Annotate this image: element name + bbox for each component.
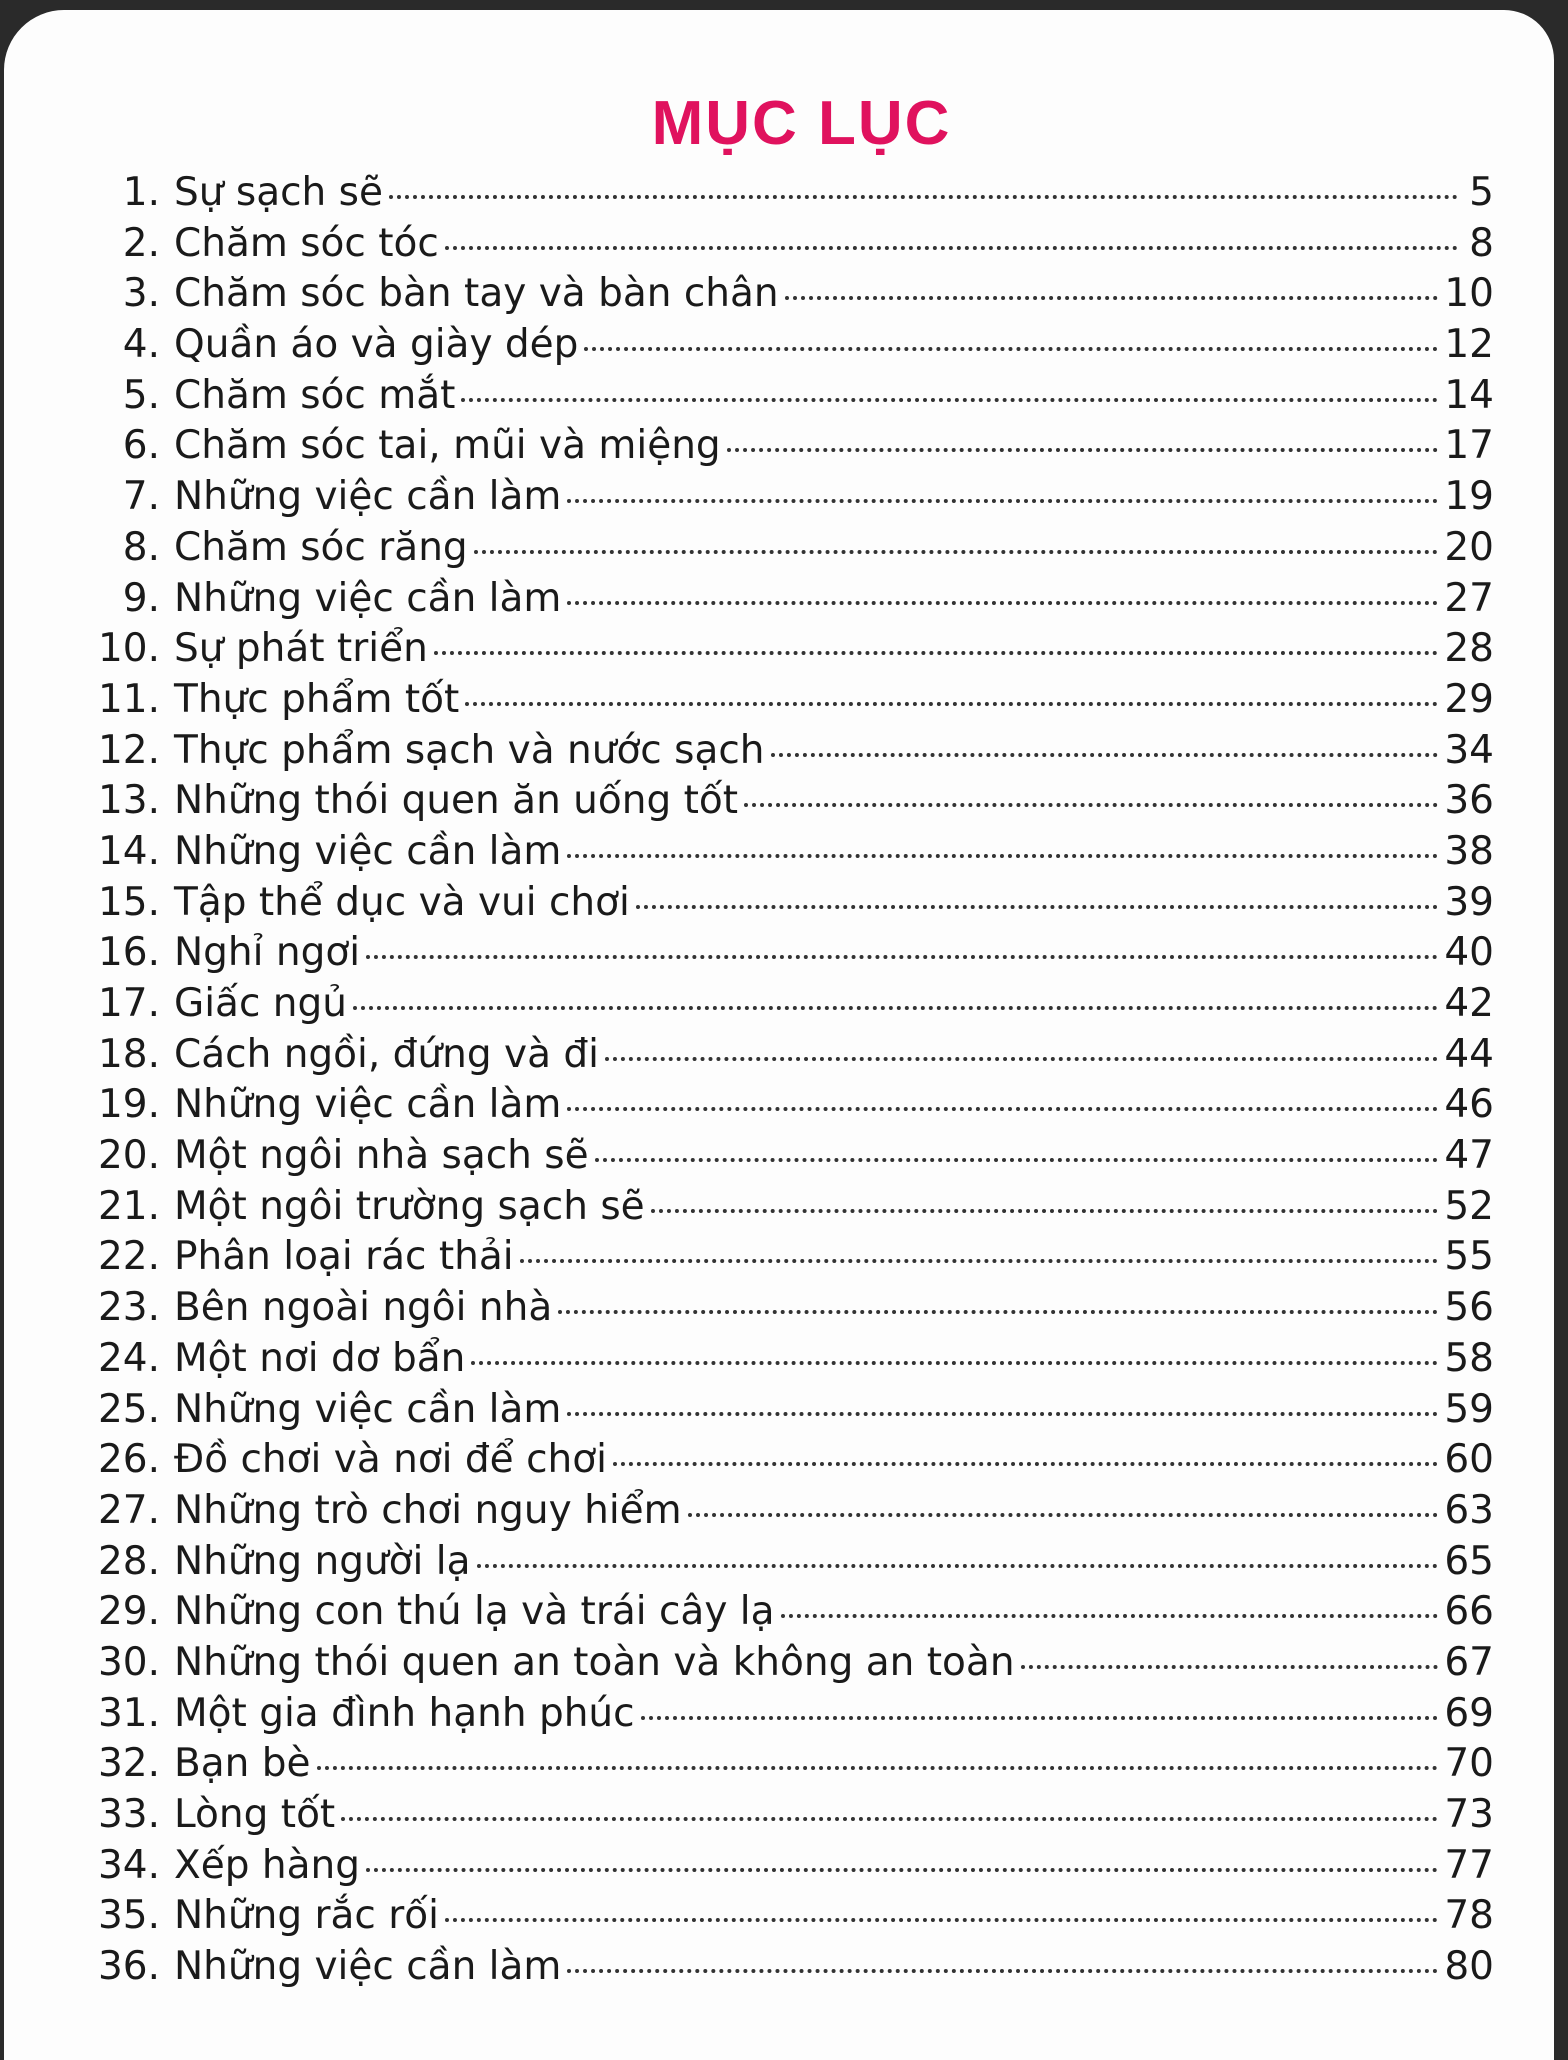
entry-title: Giấc ngủ [174, 981, 347, 1026]
entry-page: 36 [1444, 778, 1494, 824]
dot-leader [461, 398, 1438, 402]
toc-entry [94, 1133, 1494, 1184]
entry-title: Những việc cần làm [174, 1386, 562, 1432]
entry-number: 8. [122, 524, 160, 570]
entry-title: Thực phẩm tốt [174, 676, 460, 722]
entry-title: Những việc cần làm [174, 575, 562, 621]
entry-number: 4. [122, 322, 160, 368]
entry-page: 46 [1444, 1082, 1494, 1128]
dot-leader [465, 702, 1438, 706]
entry-title: Những rắc rối [174, 1893, 439, 1939]
entry-page: 78 [1444, 1893, 1494, 1939]
dot-leader [366, 1868, 1438, 1872]
entry-title: Bạn bè [174, 1741, 311, 1787]
entry-page: 10 [1444, 271, 1494, 317]
entry-title: Sự phát triển [174, 626, 428, 672]
entry-page: 17 [1444, 423, 1494, 469]
toc-entry [94, 677, 1494, 728]
toc-entry [94, 423, 1494, 474]
entry-number: 27. [97, 1487, 160, 1533]
toc-entry [94, 322, 1494, 373]
entry-number: 9. [122, 575, 160, 621]
entry-title: Những thói quen ăn uống tốt [174, 778, 739, 824]
dot-leader [567, 499, 1438, 503]
entry-title: Một nơi dơ bẩn [174, 1335, 466, 1381]
toc-entry [94, 525, 1494, 576]
entry-page: 34 [1444, 727, 1494, 773]
entry-number: 31. [97, 1690, 160, 1736]
entry-title: Phân loại rác thải [174, 1234, 514, 1280]
toc-entry [94, 1539, 1494, 1590]
toc-entry [94, 1285, 1494, 1336]
entry-title: Chăm sóc tóc [174, 220, 439, 266]
toc-entry [94, 1336, 1494, 1387]
dot-leader [474, 550, 1439, 554]
entry-number: 24. [97, 1335, 160, 1381]
entry-page: 8 [1469, 220, 1494, 266]
toc-entry [94, 1032, 1494, 1083]
entry-title: Một ngôi trường sạch sẽ [174, 1183, 645, 1229]
entry-page: 73 [1444, 1792, 1494, 1837]
toc-entry [94, 930, 1494, 981]
entry-title: Sự sạch sẽ [174, 170, 383, 215]
toc-entry [94, 1893, 1494, 1944]
entry-page: 80 [1444, 1944, 1494, 1990]
entry-page: 47 [1444, 1133, 1494, 1179]
toc-entry [94, 1234, 1494, 1285]
entry-number: 25. [97, 1386, 160, 1432]
entry-title: Chăm sóc mắt [174, 372, 456, 418]
entry-page: 52 [1444, 1183, 1494, 1229]
entry-title: Tập thể dục và vui chơi [174, 879, 630, 925]
entry-title: Chăm sóc răng [174, 524, 468, 570]
toc-entry [94, 778, 1494, 829]
entry-page: 59 [1444, 1386, 1494, 1432]
entry-page: 20 [1444, 524, 1494, 570]
entry-page: 28 [1444, 626, 1494, 672]
entry-number: 30. [97, 1639, 160, 1685]
entry-number: 20. [97, 1133, 160, 1179]
dot-leader [366, 955, 1438, 959]
entry-title: Những trò chơi nguy hiểm [174, 1487, 682, 1533]
toc-entry [94, 170, 1494, 221]
entry-page: 77 [1444, 1842, 1494, 1888]
dot-leader [567, 601, 1438, 605]
toc-entry [94, 221, 1494, 272]
entry-number: 11. [97, 676, 160, 722]
entry-page: 56 [1444, 1285, 1494, 1331]
entry-title: Một ngôi nhà sạch sẽ [174, 1133, 589, 1179]
book-page [4, 10, 1554, 2060]
entry-page: 58 [1444, 1335, 1494, 1381]
dot-leader [651, 1209, 1439, 1213]
dot-leader [445, 1918, 1438, 1922]
entry-page: 5 [1469, 170, 1494, 215]
entry-page: 63 [1444, 1487, 1494, 1533]
entry-title: Những việc cần làm [174, 474, 562, 520]
entry-page: 69 [1444, 1690, 1494, 1736]
table-of-contents [94, 170, 1494, 1995]
entry-number: 15. [97, 879, 160, 925]
toc-entry [94, 1843, 1494, 1894]
entry-number: 12. [97, 727, 160, 773]
entry-number: 5. [122, 372, 160, 418]
entry-number: 1. [122, 170, 160, 215]
toc-entry [94, 1691, 1494, 1742]
dot-leader [781, 1614, 1439, 1618]
entry-page: 65 [1444, 1538, 1494, 1584]
dot-leader [641, 1716, 1439, 1720]
toc-entry [94, 271, 1494, 322]
entry-number: 7. [122, 474, 160, 520]
dot-leader [1021, 1665, 1439, 1669]
entry-number: 35. [97, 1893, 160, 1939]
entry-title: Chăm sóc bàn tay và bàn chân [174, 271, 779, 317]
dot-leader [567, 1412, 1438, 1416]
toc-entry [94, 626, 1494, 677]
dot-leader [771, 753, 1439, 757]
entry-page: 19 [1444, 474, 1494, 520]
entry-title: Nghỉ ngơi [174, 930, 361, 976]
entry-number: 36. [97, 1944, 160, 1990]
entry-title: Lòng tốt [174, 1792, 336, 1837]
dot-leader [353, 1006, 1438, 1010]
dot-leader [785, 296, 1439, 300]
entry-page: 12 [1444, 322, 1494, 368]
toc-entry [94, 1792, 1494, 1843]
entry-number: 10. [97, 626, 160, 672]
toc-entry [94, 1640, 1494, 1691]
entry-number: 34. [97, 1842, 160, 1888]
entry-page: 67 [1444, 1639, 1494, 1685]
entry-page: 70 [1444, 1741, 1494, 1787]
entry-page: 66 [1444, 1589, 1494, 1635]
toc-entry [94, 1082, 1494, 1133]
entry-page: 39 [1444, 879, 1494, 925]
dot-leader [744, 803, 1438, 807]
toc-entry [94, 1437, 1494, 1488]
dot-leader [445, 246, 1458, 250]
dot-leader [389, 195, 1458, 199]
entry-page: 29 [1444, 676, 1494, 722]
entry-page: 14 [1444, 372, 1494, 418]
dot-leader [558, 1310, 1438, 1314]
entry-number: 6. [122, 423, 160, 469]
toc-entry [94, 1488, 1494, 1539]
toc-entry [94, 1944, 1494, 1995]
entry-number: 32. [97, 1741, 160, 1787]
entry-title: Cách ngồi, đứng và đi [174, 1031, 599, 1077]
entry-page: 38 [1444, 828, 1494, 874]
dot-leader [688, 1513, 1439, 1517]
entry-page: 42 [1444, 981, 1494, 1026]
toc-entry [94, 880, 1494, 931]
entry-number: 2. [122, 220, 160, 266]
toc-entry [94, 981, 1494, 1032]
toc-entry [94, 1589, 1494, 1640]
entry-title: Thực phẩm sạch và nước sạch [174, 727, 765, 773]
entry-page: 60 [1444, 1437, 1494, 1483]
dot-leader [636, 905, 1439, 909]
entry-number: 13. [97, 778, 160, 824]
entry-number: 28. [97, 1538, 160, 1584]
toc-entry [94, 728, 1494, 779]
entry-title: Một gia đình hạnh phúc [174, 1690, 635, 1736]
entry-number: 23. [97, 1285, 160, 1331]
toc-entry [94, 1387, 1494, 1438]
page-title: MỤC LỤC [651, 89, 952, 158]
toc-entry [94, 474, 1494, 525]
entry-title: Những việc cần làm [174, 828, 562, 874]
entry-title: Những thói quen an toàn và không an toàn [174, 1639, 1015, 1685]
entry-title: Chăm sóc tai, mũi và miệng [174, 423, 721, 469]
toc-entry [94, 576, 1494, 627]
dot-leader [584, 347, 1438, 351]
entry-page: 55 [1444, 1234, 1494, 1280]
dot-leader [434, 651, 1439, 655]
entry-number: 33. [97, 1792, 160, 1837]
entry-page: 44 [1444, 1031, 1494, 1077]
dot-leader [471, 1361, 1438, 1365]
entry-title: Xếp hàng [174, 1842, 360, 1888]
entry-number: 19. [97, 1082, 160, 1128]
dot-leader [605, 1057, 1438, 1061]
entry-page: 27 [1444, 575, 1494, 621]
toc-entry [94, 1741, 1494, 1792]
dot-leader [567, 1969, 1438, 1973]
dot-leader [341, 1817, 1438, 1821]
entry-number: 3. [122, 271, 160, 317]
entry-number: 29. [97, 1589, 160, 1635]
entry-title: Những con thú lạ và trái cây lạ [174, 1589, 775, 1635]
entry-title: Những người lạ [174, 1538, 471, 1584]
entry-number: 26. [97, 1437, 160, 1483]
dot-leader [567, 1107, 1438, 1111]
entry-title: Bên ngoài ngôi nhà [174, 1285, 553, 1331]
entry-number: 17. [97, 981, 160, 1026]
entry-number: 16. [97, 930, 160, 976]
entry-title: Những việc cần làm [174, 1082, 562, 1128]
entry-page: 40 [1444, 930, 1494, 976]
dot-leader [613, 1462, 1438, 1466]
dot-leader [567, 854, 1438, 858]
dot-leader [317, 1766, 1439, 1770]
dot-leader [520, 1259, 1439, 1263]
entry-number: 21. [97, 1183, 160, 1229]
entry-number: 18. [97, 1031, 160, 1077]
dot-leader [477, 1564, 1439, 1568]
toc-entry [94, 829, 1494, 880]
entry-title: Quần áo và giày dép [174, 322, 579, 368]
toc-entry [94, 373, 1494, 424]
entry-number: 14. [97, 828, 160, 874]
entry-number: 22. [97, 1234, 160, 1280]
dot-leader [595, 1158, 1439, 1162]
entry-title: Những việc cần làm [174, 1944, 562, 1990]
toc-entry [94, 1184, 1494, 1235]
entry-title: Đồ chơi và nơi để chơi [174, 1437, 607, 1483]
dot-leader [727, 448, 1439, 452]
